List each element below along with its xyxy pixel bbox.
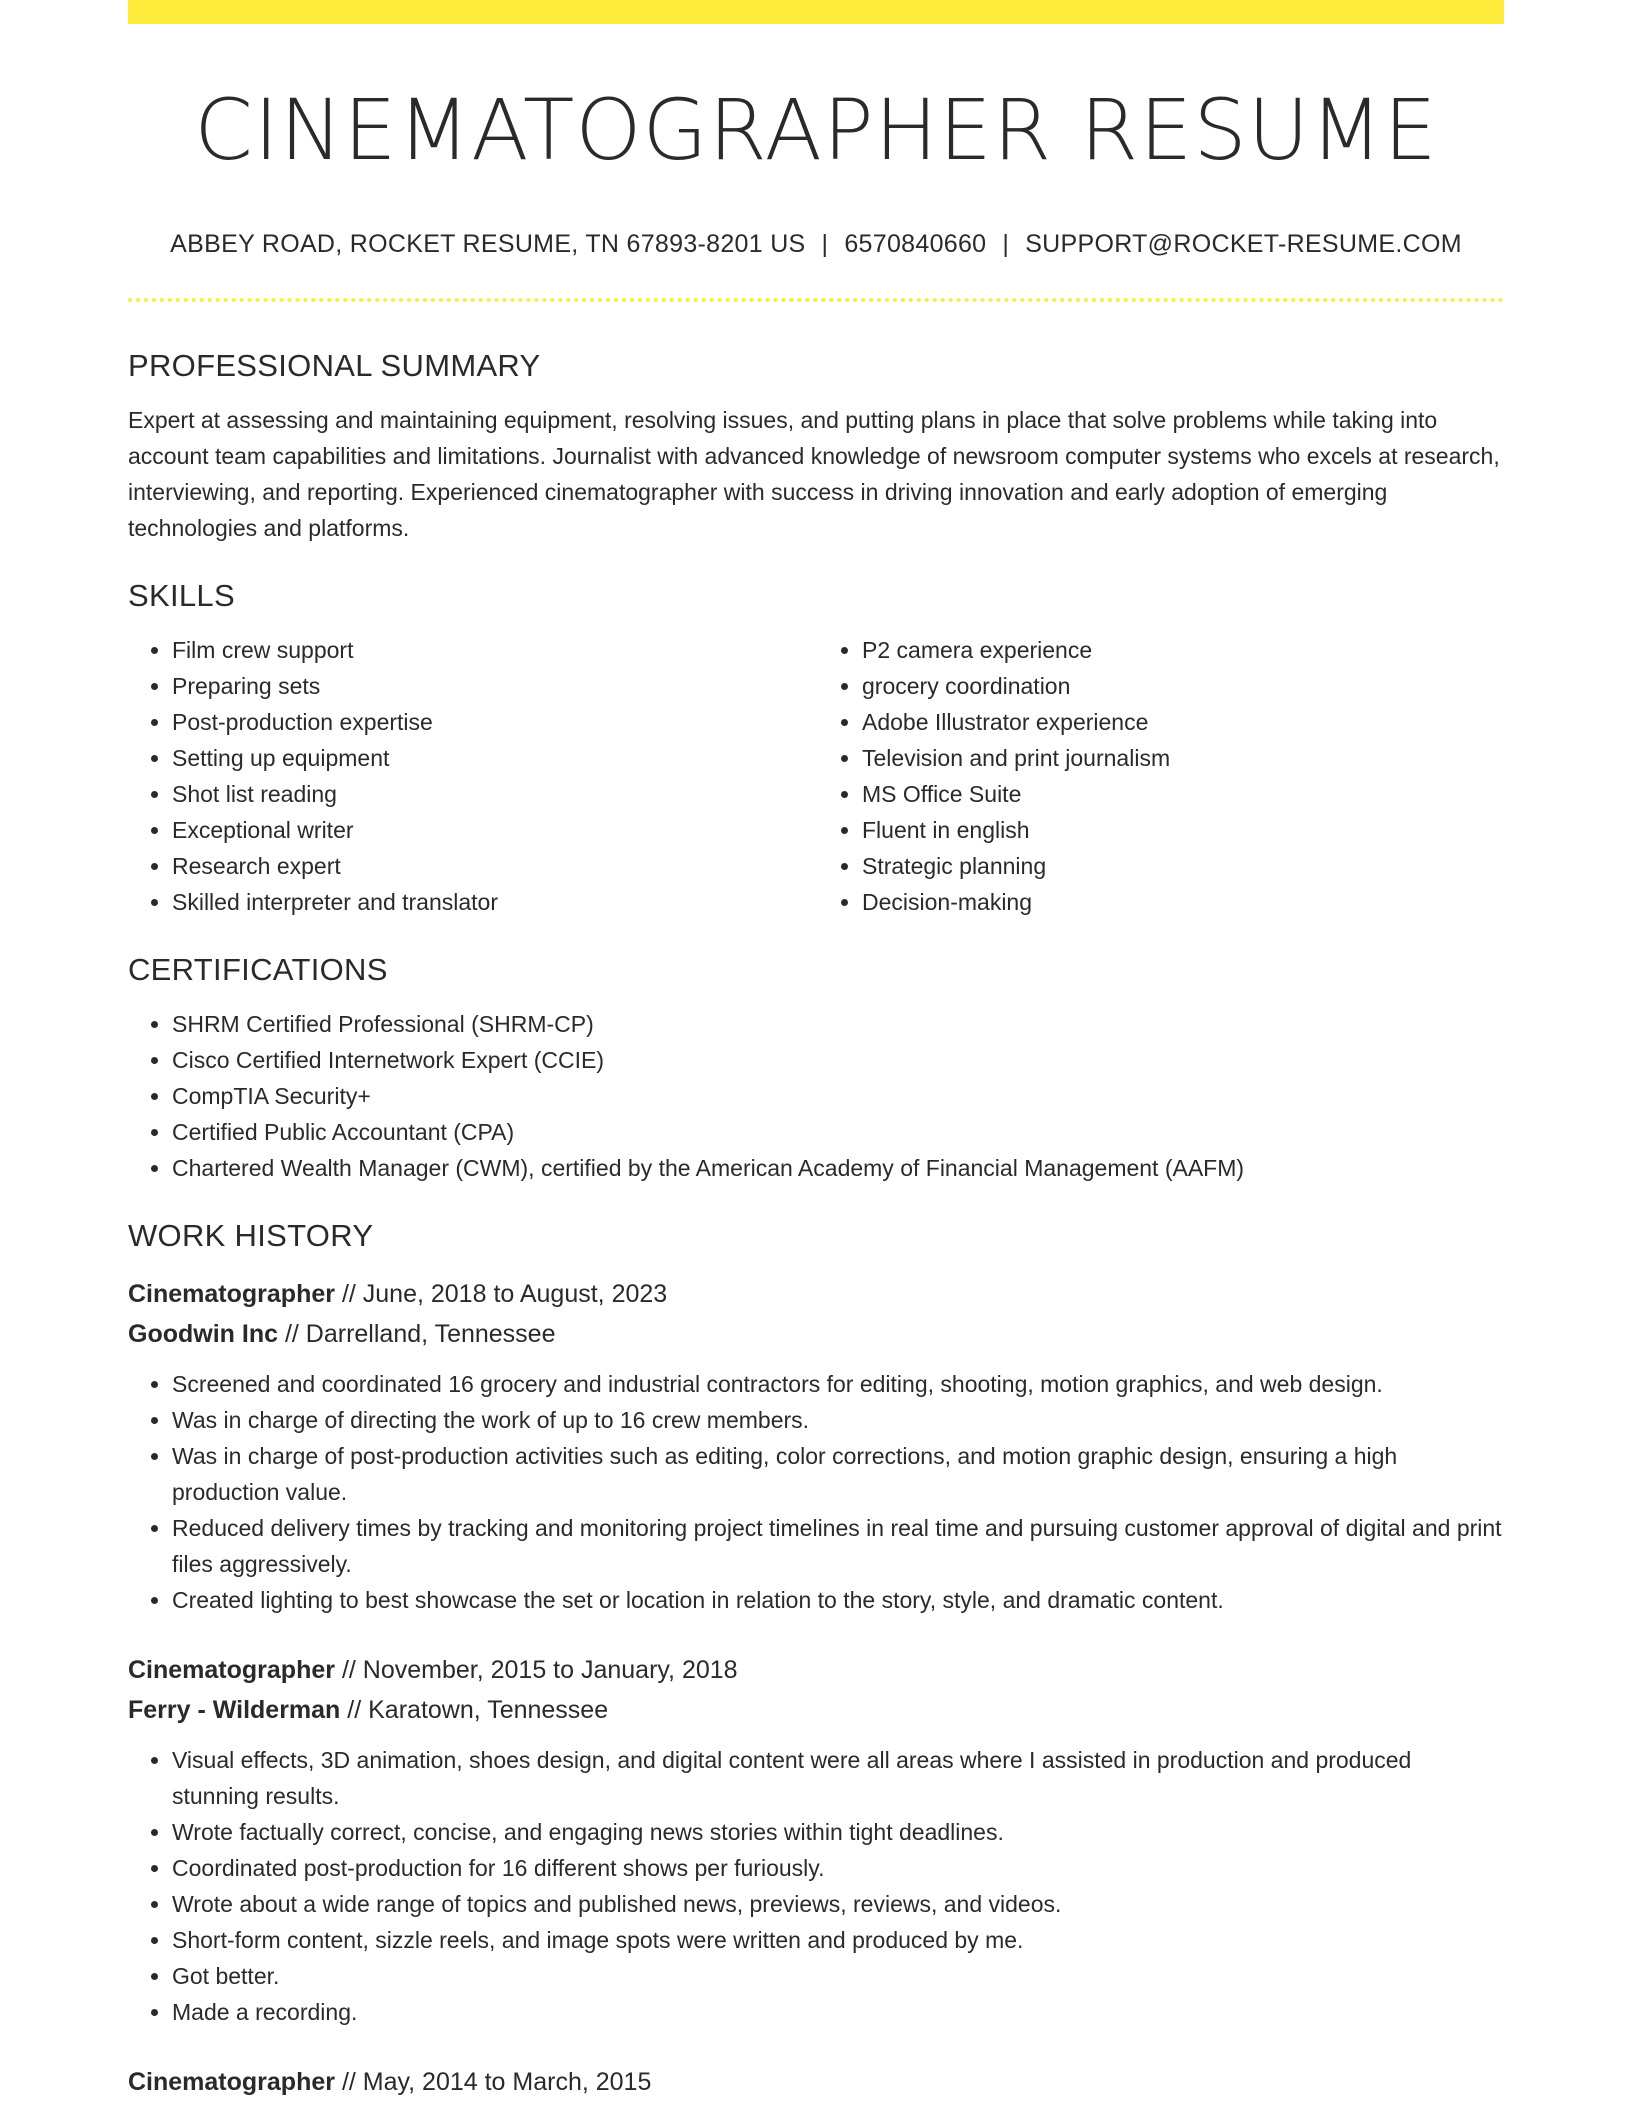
separator: | (1002, 230, 1010, 258)
contact-line (128, 228, 1504, 260)
skill-item: • Exceptional writer (172, 812, 816, 848)
skill-item: • Preparing sets (172, 668, 816, 704)
job-title-line (128, 1650, 1504, 1690)
email: SUPPORT@ROCKET-RESUME.COM (1025, 230, 1462, 258)
job-company-line (128, 1314, 1504, 1354)
job-company: Goodwin Inc (128, 1320, 278, 1348)
skill-item: • Television and print journalism (862, 740, 1504, 776)
skills-column-right (816, 632, 1504, 920)
certification-item: • CompTIA Security+ (172, 1078, 1504, 1114)
job-entry (128, 1274, 1504, 1618)
skill-item: • MS Office Suite (862, 776, 1504, 812)
job-role: Cinematographer (128, 2068, 335, 2096)
skills-column-left (128, 632, 816, 920)
address: ABBEY ROAD, ROCKET RESUME, TN 67893-8201 US (170, 230, 806, 258)
job-title-line (128, 2062, 1504, 2102)
job-bullet: • Was in charge of directing the work of up to 16 crew members. (172, 1402, 1504, 1438)
skill-item: • Decision-making (862, 884, 1504, 920)
job-dates: // May, 2014 to March, 2015 (341, 2068, 652, 2096)
dotted-divider (128, 298, 1504, 302)
job-bullet: • Screened and coordinated 16 grocery and industrial contractors for editing, shooting, motion graphics, and web design. (172, 1366, 1504, 1402)
job-bullet: • Made a recording. (172, 1994, 1504, 2030)
certification-item: • Cisco Certified Internetwork Expert (CCIE) (172, 1042, 1504, 1078)
job-company: Ferry - Wilderman (128, 1696, 341, 1724)
job-bullet: • Reduced delivery times by tracking and monitoring project timelines in real time and pursuing customer approval of digital and print files aggressively. (172, 1510, 1504, 1582)
job-bullet: • Coordinated post-production for 16 different shows per furiously. (172, 1850, 1504, 1886)
summary-heading: PROFESSIONAL SUMMARY (128, 348, 541, 383)
skill-item: • Setting up equipment (172, 740, 816, 776)
job-bullet: • Visual effects, 3D animation, shoes design, and digital content were all areas where I assisted in production and produced stunning results. (172, 1742, 1504, 1814)
phone: 6570840660 (844, 230, 987, 258)
job-role: Cinematographer (128, 1280, 335, 1308)
resume-title: CINEMATOGRAPHER RESUME (194, 81, 1438, 179)
job-bullet: • Wrote about a wide range of topics and published news, previews, reviews, and videos. (172, 1886, 1504, 1922)
job-bullet: • Created lighting to best showcase the set or location in relation to the story, style, and dramatic content. (172, 1582, 1504, 1618)
skill-item: • Adobe Illustrator experience (862, 704, 1504, 740)
certifications-heading: CERTIFICATIONS (128, 952, 388, 987)
job-dates: // November, 2015 to January, 2018 (341, 1656, 738, 1684)
job-entry (128, 1650, 1504, 2030)
skill-item: • Fluent in english (862, 812, 1504, 848)
skills-list (128, 632, 1504, 920)
top-accent-bar (128, 0, 1504, 24)
job-bullets (128, 1742, 1504, 2030)
skill-item: • Research expert (172, 848, 816, 884)
summary-text: Expert at assessing and maintaining equipment, resolving issues, and putting plans in place that solve problems while taking into account team capabilities and limitations. Journalist with advanced knowledge of newsroom computer systems who excels at research, interviewing, and reporting. Experienced cinematographer with success in driving innovation and early adoption of emerging technologies and platforms. (128, 407, 1500, 541)
job-bullet: • Short-form content, sizzle reels, and image spots were written and produced by me. (172, 1922, 1504, 1958)
job-bullet: • Got better. (172, 1958, 1504, 1994)
skill-item: • Post-production expertise (172, 704, 816, 740)
skill-item: • grocery coordination (862, 668, 1504, 704)
work-history-heading: WORK HISTORY (128, 1218, 374, 1253)
skill-item: • Strategic planning (862, 848, 1504, 884)
job-location: // Karatown, Tennessee (347, 1696, 609, 1724)
job-location: // Darrelland, Tennessee (284, 1320, 556, 1348)
certification-item: • Chartered Wealth Manager (CWM), certified by the American Academy of Financial Management (AAFM) (172, 1150, 1504, 1186)
separator: | (821, 230, 829, 258)
job-role: Cinematographer (128, 1656, 335, 1684)
job-entry (128, 2062, 1504, 2102)
job-company-line (128, 1690, 1504, 1730)
skill-item: • Skilled interpreter and translator (172, 884, 816, 920)
job-bullet: • Wrote factually correct, concise, and engaging news stories within tight deadlines. (172, 1814, 1504, 1850)
certification-item: • SHRM Certified Professional (SHRM-CP) (172, 1006, 1504, 1042)
job-dates: // June, 2018 to August, 2023 (341, 1280, 668, 1308)
skills-heading: SKILLS (128, 578, 235, 613)
certification-item: • Certified Public Accountant (CPA) (172, 1114, 1504, 1150)
job-bullets (128, 1366, 1504, 1618)
skill-item: • P2 camera experience (862, 632, 1504, 668)
skill-item: • Film crew support (172, 632, 816, 668)
certifications-list (128, 1006, 1504, 1186)
resume-page (128, 0, 1504, 2102)
job-title-line (128, 1274, 1504, 1314)
job-bullet: • Was in charge of post-production activities such as editing, color corrections, and motion graphic design, ensuring a high production value. (172, 1438, 1504, 1510)
skill-item: • Shot list reading (172, 776, 816, 812)
